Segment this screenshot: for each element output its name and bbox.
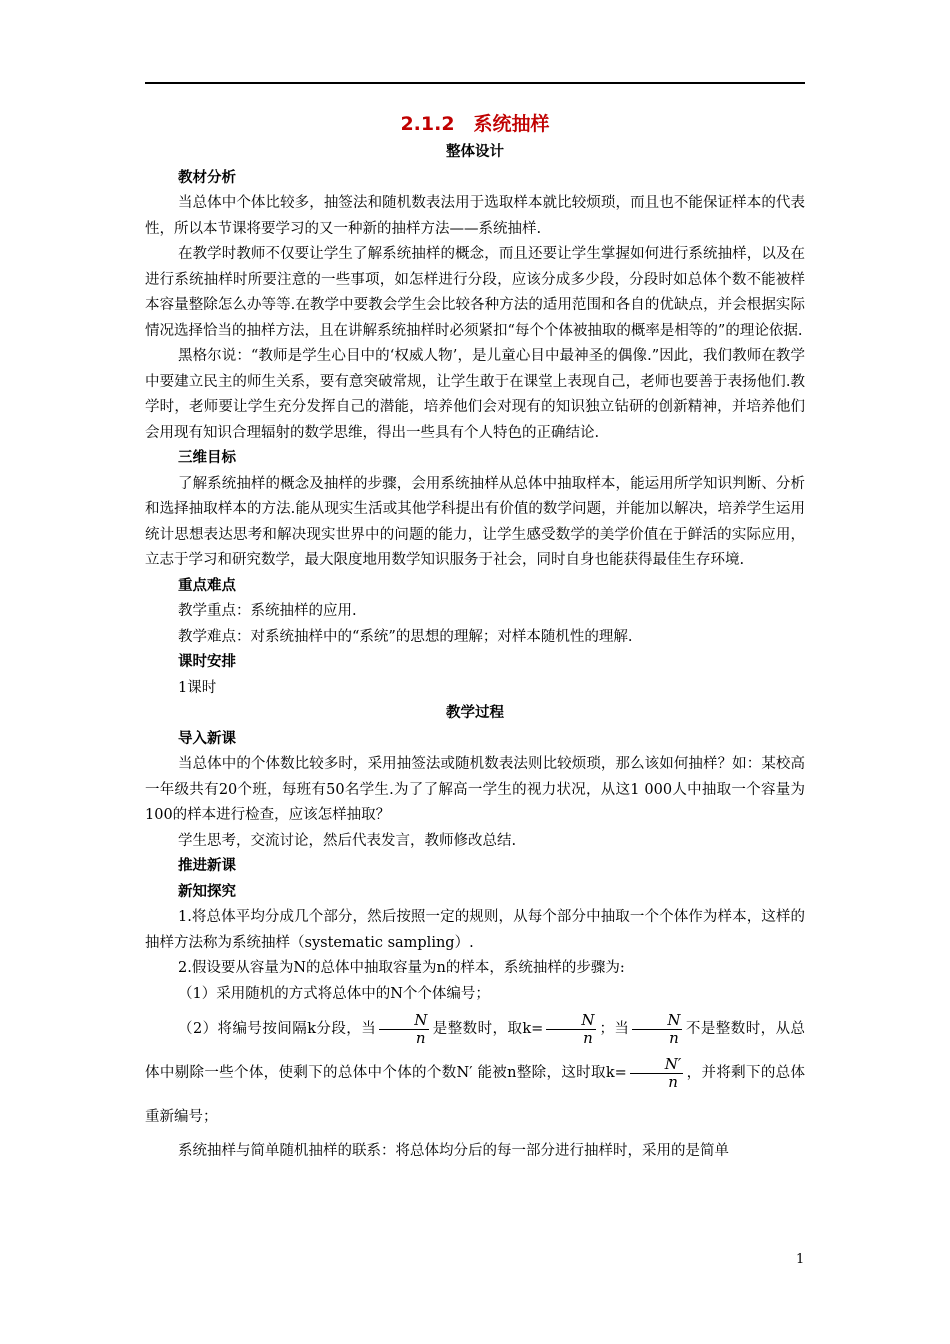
fraction-denominator: n — [669, 1028, 679, 1047]
fraction-Nprime-over-n — [630, 1056, 684, 1091]
fraction-numerator: N — [379, 1012, 429, 1030]
heading-schedule: 课时安排 — [178, 654, 236, 670]
heading-goals: 三维目标 — [178, 450, 236, 466]
formula-text: 是整数时，取k= — [432, 1021, 544, 1037]
fraction-N-over-n — [379, 1012, 429, 1047]
paragraph: 系统抽样与简单随机抽样的联系：将总体均分后的每一部分进行抽样时，采用的是简单 — [178, 1143, 729, 1159]
formula-text: （2）将编号按间隔k分段，当 — [178, 1021, 377, 1037]
document-body — [145, 108, 805, 1165]
paragraph: 学生思考，交流讨论，然后代表发言，教师修改总结. — [178, 832, 517, 849]
fraction-numerator: N′ — [630, 1056, 684, 1074]
heading-key-points: 重点难点 — [178, 577, 236, 594]
paragraph: 黑格尔说：“教师是学生心目中的‘权威人物’，是儿童心目中最神圣的偶像.”因此，我们教师在教学中要建立民主的师生关系，要有意突破常规，让学生敢于在课堂上表现自己，老师也要善于表扬他们.教学时，老师要让学生充分发挥自己的潜能，培养他们会对现有的知识独立钻研的创新精神，并培养他们会用现有知识合理辐射的数学思维，得出一些具有个人特色的正确结论. — [145, 348, 805, 441]
text-line: （1）采用随机的方式将总体中的N个个体编号； — [178, 985, 490, 1002]
text-line: 1课时 — [178, 679, 217, 696]
heading-new-lesson: 推进新课 — [178, 858, 236, 874]
paragraph: 当总体中个体比较多，抽签法和随机数表法用于选取样本就比较烦琐，而且也不能保证样本的代表性，所以本节课将要学习的又一种新的抽样方法——系统抽样. — [145, 195, 805, 237]
fraction-numerator: N — [546, 1012, 596, 1030]
formula-paragraph — [145, 1007, 805, 1139]
formula-text: ；当 — [599, 1021, 630, 1037]
header-rule — [145, 82, 805, 84]
fraction-denominator: n — [415, 1028, 426, 1047]
heading-teaching-process: 教学过程 — [446, 705, 504, 721]
fraction-N-over-n — [632, 1012, 682, 1047]
formula-text: 不是整数时，从总体中剔除一些个体，使剩下的总体中个体的个数N′ 能被n整除，这时取k= — [145, 1021, 806, 1081]
paragraph: 1.将总体平均分成几个部分，然后按照一定的规则，从每个部分中抽取一个个体作为样本，这样的抽样方法称为系统抽样（systematic sampling）. — [145, 909, 805, 951]
heading-exploration: 新知探究 — [178, 883, 236, 900]
paragraph: 了解系统抽样的概念及抽样的步骤，会用系统抽样从总体中抽取样本，能运用所学知识判断、分析和选择抽取样本的方法.能从现实生活或其他学科提出有价值的数学问题，并能加以解决，培养学生运用统计思想表达思考和解决现实世界中的问题的能力，让学生感受数学的美学价值在于鲜活的实际应用，立志于学习和研究数学，最大限度地用数学知识服务于社会，同时自身也能获得最佳生存环境. — [145, 475, 805, 568]
fraction-N-over-n — [546, 1012, 596, 1047]
formula-text: ，并将剩下的总体重新编号； — [145, 1065, 805, 1125]
heading-introduction: 导入新课 — [178, 730, 236, 747]
paragraph: 2.假设要从容量为N的总体中抽取容量为n的样本，系统抽样的步骤为: — [178, 960, 625, 976]
text-line: 教学难点：对系统抽样中的“系统”的思想的理解；对样本随机性的理解. — [178, 628, 633, 645]
page-title: 2.1.2 系统抽样 — [400, 113, 550, 135]
page-number: 1 — [796, 1252, 805, 1267]
paragraph: 当总体中的个体数比较多时，采用抽签法或随机数表法则比较烦琐，那么该如何抽样？如：某校高一年级共有20个班，每班有50名学生.为了了解高一学生的视力状况，从这1 000人中抽取一个容量为100的样本进行检查，应该怎样抽取？ — [145, 756, 805, 823]
section-subtitle: 整体设计 — [446, 144, 504, 160]
text-line: 教学重点：系统抽样的应用. — [178, 603, 357, 619]
heading-textbook-analysis: 教材分析 — [178, 169, 236, 186]
fraction-numerator: N — [632, 1012, 682, 1030]
fraction-denominator: n — [583, 1028, 593, 1047]
fraction-denominator: n — [668, 1072, 678, 1091]
paragraph: 在教学时教师不仅要让学生了解系统抽样的概念，而且还要让学生掌握如何进行系统抽样，以及在进行系统抽样时所要注意的一些事项，如怎样进行分段，应该分成多少段，分段时如总体个数不能被样本容量整除怎么办等等.在教学中要教会学生会比较各种方法的适用范围和各自的优缺点，并会根据实际情况选择恰当的抽样方法，且在讲解系统抽样时必须紧扣“每个个体被抽取的概率是相等的”的理论依据. — [145, 246, 805, 339]
